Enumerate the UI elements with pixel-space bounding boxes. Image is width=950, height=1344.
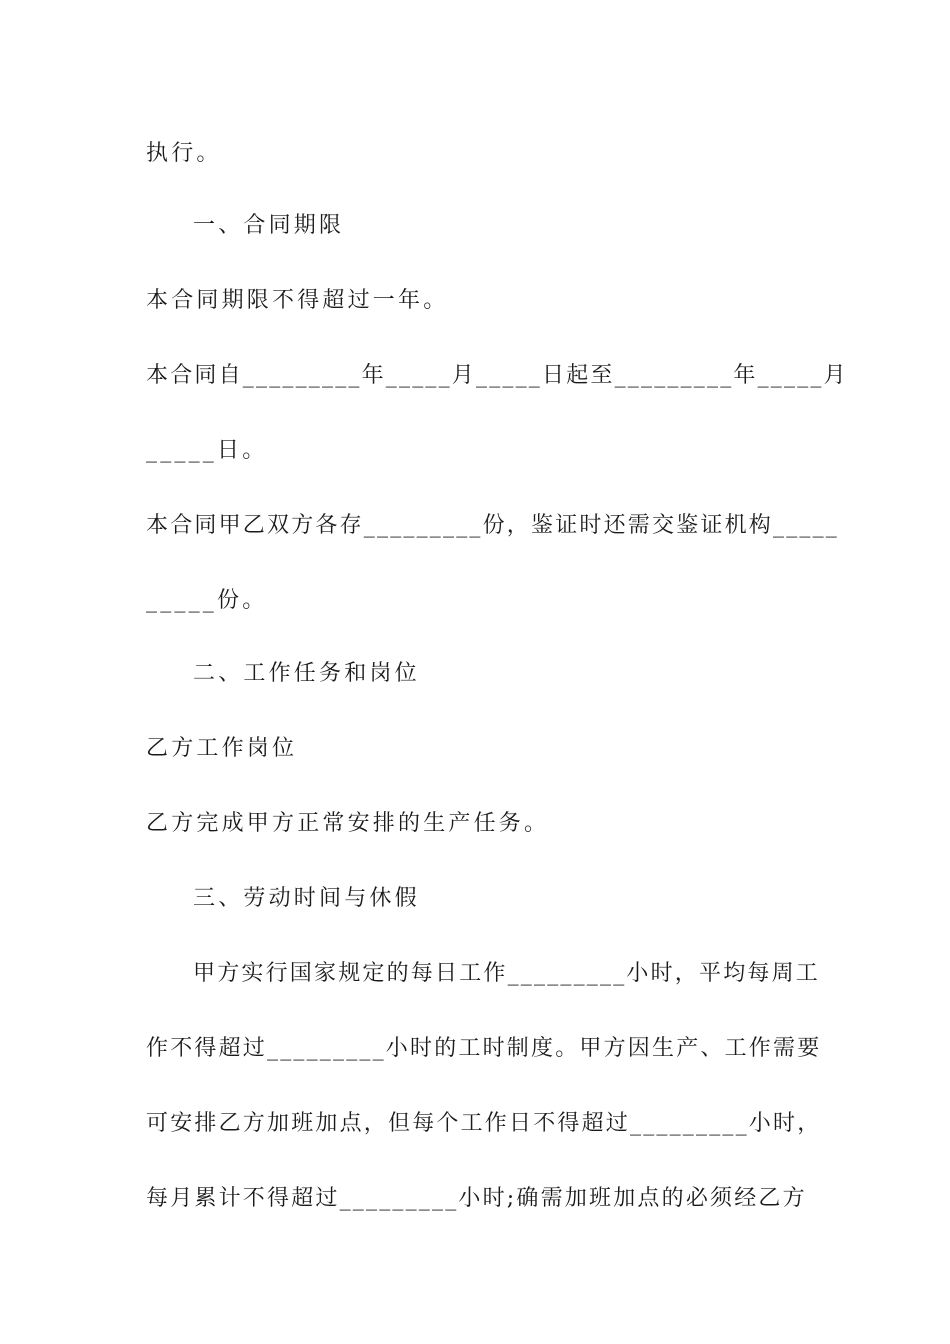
paragraph-line: 甲方实行国家规定的每日工作_________小时，平均每周工 [193,961,821,986]
paragraph-line: 本合同期限不得超过一年。 [146,288,449,313]
paragraph-line: 本合同甲乙双方各存_________份，鉴证时还需交鉴证机构_____ [146,513,840,538]
paragraph-line: _____份。 [146,588,268,613]
paragraph-line: 乙方工作岗位 [146,736,298,761]
paragraph-continuation: 执行。 [146,141,222,166]
section-heading-hours: 三、劳动时间与休假 [193,886,420,911]
paragraph-line: 可安排乙方加班加点，但每个工作日不得超过_________小时， [146,1111,822,1136]
paragraph-line: 本合同自_________年_____月_____日起至_________年_____月 [146,363,848,388]
paragraph-line: _____日。 [146,438,268,463]
section-heading-tasks: 二、工作任务和岗位 [193,661,420,686]
paragraph-line: 作不得超过_________小时的工时制度。甲方因生产、工作需要 [146,1036,822,1061]
paragraph-line: 乙方完成甲方正常安排的生产任务。 [146,811,550,836]
paragraph-line: 每月累计不得超过_________小时;确需加班加点的必须经乙方 [146,1186,807,1211]
section-heading-term: 一、合同期限 [193,213,345,238]
